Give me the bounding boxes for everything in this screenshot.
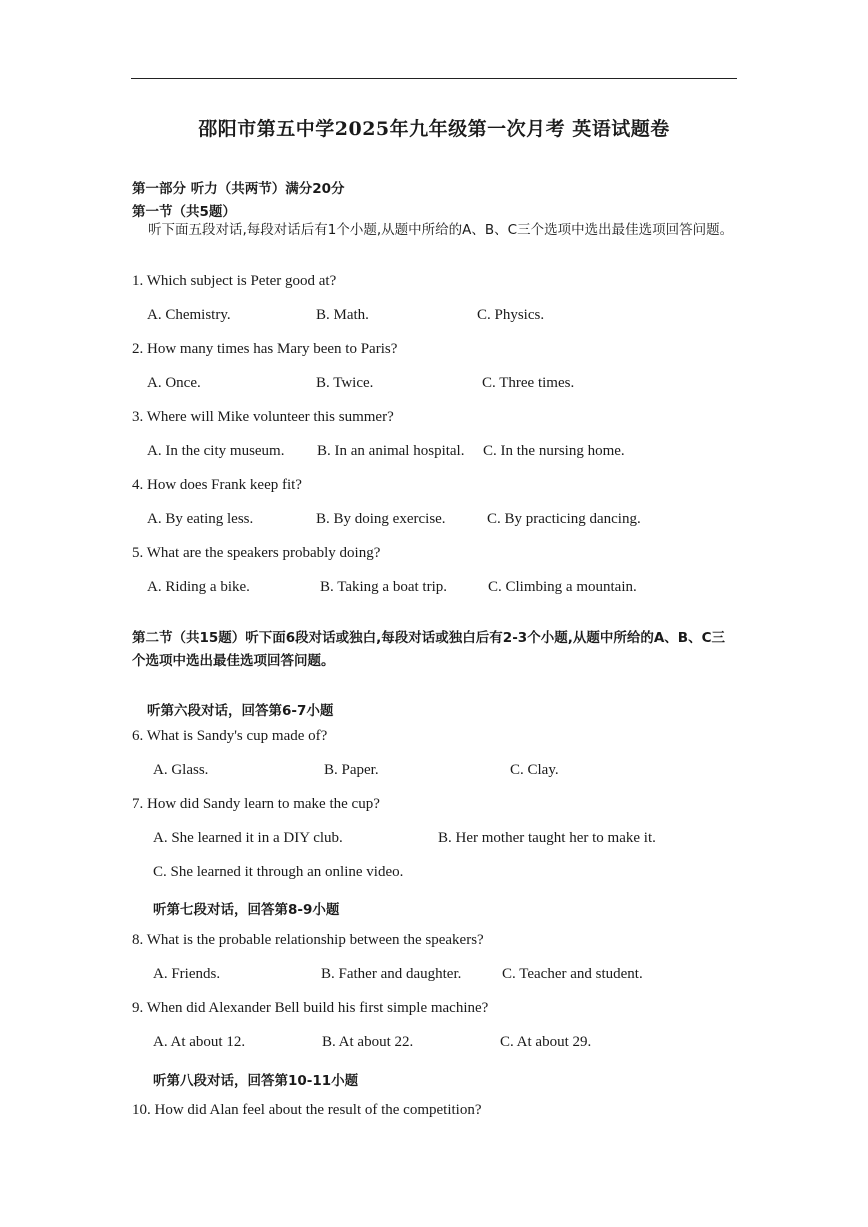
question-8: 8. What is the probable relationship between the speakers? (132, 932, 484, 948)
question-8-option-b: B. Father and daughter. (321, 966, 462, 982)
group8-header: 听第八段对话，回答第10-11小题 (153, 1073, 359, 1089)
question-9-option-c: C. At about 29. (500, 1034, 592, 1050)
question-3-option-a: A. In the city museum. (147, 443, 285, 459)
question-10: 10. How did Alan feel about the result of the competition? (132, 1102, 482, 1118)
question-7: 7. How did Sandy learn to make the cup? (132, 796, 380, 812)
question-2-option-a: A. Once. (147, 375, 201, 391)
question-8-option-a: A. Friends. (153, 966, 221, 982)
question-3-option-b: B. In an animal hospital. (317, 443, 465, 459)
question-1: 1. Which subject is Peter good at? (132, 273, 337, 289)
question-7-option-b: B. Her mother taught her to make it. (438, 830, 656, 846)
section1-header: 第一节（共5题） (132, 204, 236, 220)
question-4: 4. How does Frank keep fit? (132, 477, 302, 493)
question-8-option-c: C. Teacher and student. (502, 966, 643, 982)
header-rule (131, 78, 737, 79)
question-9-option-a: A. At about 12. (153, 1034, 246, 1050)
question-4-option-c: C. By practicing dancing. (487, 511, 641, 527)
question-7-option-c: C. She learned it through an online video. (153, 864, 404, 880)
question-5-option-b: B. Taking a boat trip. (320, 579, 447, 595)
question-1-option-a: A. Chemistry. (147, 307, 231, 323)
part1-header: 第一部分 听力（共两节）满分20分 (132, 181, 345, 197)
question-1-option-c: C. Physics. (477, 307, 545, 323)
section1-instruction: 听下面五段对话,每段对话后有1个小题,从题中所给的A、B、C三个选项中选出最佳选项回答问题。 (148, 222, 734, 238)
group7-header: 听第七段对话，回答第8-9小题 (153, 902, 340, 918)
question-9: 9. When did Alexander Bell build his first simple machine? (132, 1000, 489, 1016)
question-6-option-a: A. Glass. (153, 762, 209, 778)
section2-instruction: 第二节（共15题）听下面6段对话或独白,每段对话或独白后有2-3个小题,从题中所给的A、B、C三个选项中选出最佳选项回答问题。 (132, 630, 725, 669)
question-6-option-c: C. Clay. (510, 762, 559, 778)
question-2-option-c: C. Three times. (482, 375, 575, 391)
question-7-option-a: A. She learned it in a DIY club. (153, 830, 343, 846)
question-1-option-b: B. Math. (316, 307, 369, 323)
question-6: 6. What is Sandy's cup made of? (132, 728, 328, 744)
question-2-option-b: B. Twice. (316, 375, 374, 391)
question-5-option-a: A. Riding a bike. (147, 579, 250, 595)
question-5: 5. What are the speakers probably doing? (132, 545, 381, 561)
question-3-option-c: C. In the nursing home. (483, 443, 625, 459)
question-2: 2. How many times has Mary been to Paris? (132, 341, 398, 357)
group6-header: 听第六段对话，回答第6-7小题 (147, 703, 334, 719)
question-4-option-b: B. By doing exercise. (316, 511, 446, 527)
question-5-option-c: C. Climbing a mountain. (488, 579, 637, 595)
question-4-option-a: A. By eating less. (147, 511, 254, 527)
question-3: 3. Where will Mike volunteer this summer? (132, 409, 394, 425)
page-title: 邵阳市第五中学2025年九年级第一次月考 英语试题卷 (198, 118, 670, 140)
question-6-option-b: B. Paper. (324, 762, 379, 778)
question-9-option-b: B. At about 22. (322, 1034, 414, 1050)
